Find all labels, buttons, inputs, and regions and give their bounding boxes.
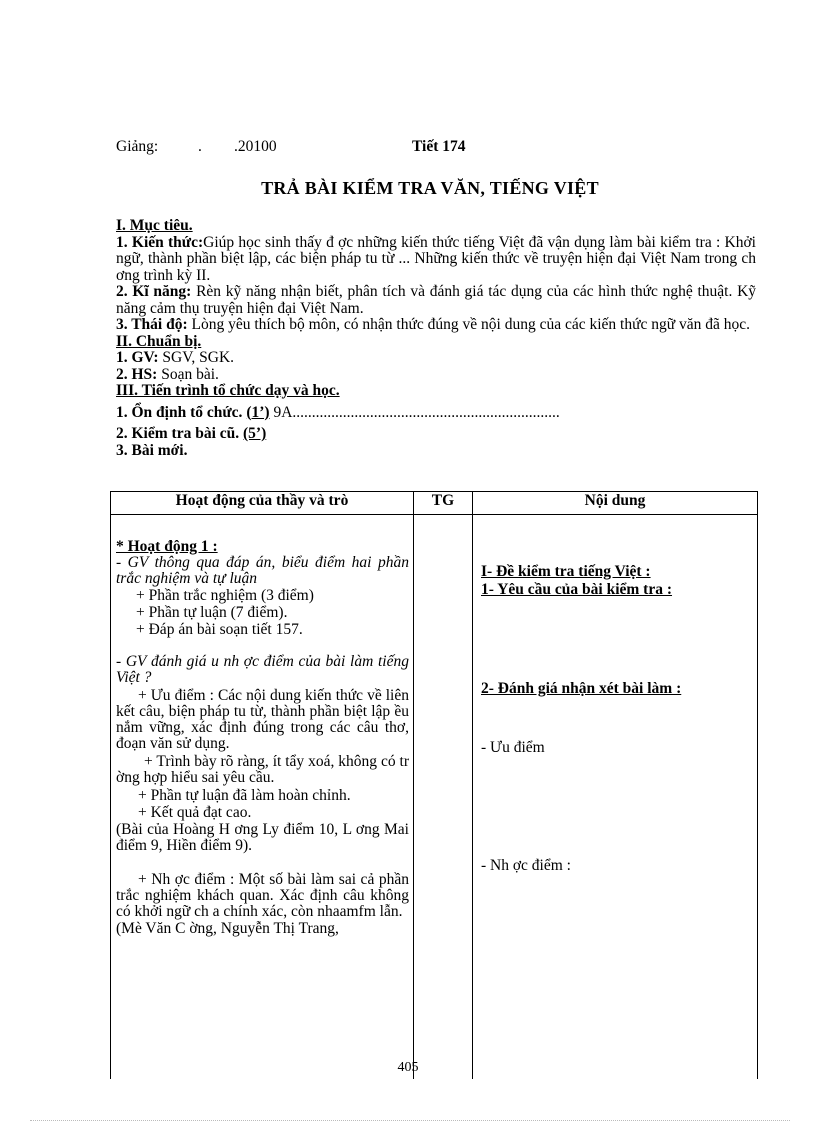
advantage-4: + Kết quả đạt cao. [138,804,252,821]
time-cell [414,515,473,1080]
hs-label: 2. HS: [116,365,158,383]
page-title: TRẢ BÀI KIỂM TRA VĂN, TIẾNG VIỆT [261,178,599,198]
content-heading-3: 2- Đánh giá nhận xét bài làm : [481,680,682,697]
gv-step-1: - GV thông qua đáp án, biểu điểm hai phần trắc nghiệm và tự luận [116,554,409,587]
bottom-divider [30,1120,790,1121]
date-value: .20100 [234,138,277,155]
item2-time: (5’) [243,425,267,442]
content-disadvantage: - Nh ợc điểm : [481,857,571,874]
item2-label: 2. Kiểm tra bài cũ. [116,425,240,442]
section1-heading: I. Mục tiêu. [116,217,193,234]
item3-label: 3. Bài mới. [116,441,188,459]
item1-time: (1’) [246,403,270,421]
skill-text: Rèn kỹ năng nhận biết, phân tích và đánh giá tác dụng của các hình thức nghệ thuật. Kỹ năng cảm thụ truyện hiện đại Việt Nam. [116,283,757,317]
content-cell [473,515,758,1080]
advantage-5: (Bài của Hoàng H ơng Ly điểm 10, L ơng Mai điểm 9, Hiền điểm 9). [116,821,409,854]
attitude-label: 3. Thái độ: [116,316,188,333]
gv-step-2: - GV đánh giá u nh ợc điểm của bài làm tiếng Việt ? [116,653,409,686]
disadvantage-1: + Nh ợc điểm : Một số bài làm sai cả phần trắc nghiệm khách quan. Xác định câu không có khởi ngữ ch a chính xác, còn nhaamfm lẫn. [116,871,409,920]
part-essay: + Phần tự luận (7 điểm). [136,604,288,621]
lesson-number: Tiết 174 [412,138,466,155]
section3-heading: III. Tiến trình tổ chức dạy và học. [116,382,340,399]
activity-heading: * Hoạt động 1 : [116,538,218,555]
table-header-activity: Hoạt động của thầy và trò [111,492,414,515]
content-heading-2: 1- Yêu cầu của bài kiểm tra : [481,581,673,598]
part-answer-key: + Đáp án bài soạn tiết 157. [136,621,303,638]
activity-cell [111,515,414,1080]
knowledge-label: 1. Kiến thức: [116,233,204,251]
table-header-time: TG [414,492,473,515]
gv-text: SGV, SGK. [162,349,235,366]
header-row [116,138,756,156]
section-objectives [116,218,756,459]
advantage-2: + Trình bày rõ ràng, ít tẩy xoá, không có tr ờng hợp hiểu sai yêu cầu. [116,753,409,786]
knowledge-text: Giúp học sinh thấy đ ợc những kiến thức tiếng Việt đã vận dụng làm bài kiểm tra : Khởi ngữ, thành phần biệt lập, các biện pháp tu từ ... Những kiến thức về truyện hiện đại Việt Nam trong ch ơng trình kỳ II. [116,233,756,284]
content-heading-1: I- Đề kiểm tra tiếng Việt : [481,563,651,580]
skill-label: 2. Kĩ năng: [116,283,192,300]
gv-label: 1. GV: [116,349,159,366]
table-header-content: Nội dung [473,492,758,515]
advantage-1: + Ưu điểm : Các nội dung kiến thức về liên kết câu, biện pháp tu từ, thành phần biệt lập ều nắm vững, xác định đúng trong các câu thơ, đoạn văn sử dụng. [116,687,409,752]
item1-class: 9A..................................................................... [273,403,560,421]
hs-text: Soạn bài. [161,365,219,383]
content-advantage: - Ưu điểm [481,739,545,756]
lesson-table [110,491,758,1079]
item1-label: 1. Ổn định tổ chức. [116,403,243,421]
date-label: Giảng: [116,138,159,155]
date-dot: . [198,138,202,155]
disadvantage-2: (Mè Văn C ờng, Nguyễn Thị Trang, [116,920,339,937]
section2-heading: II. Chuẩn bị. [116,332,202,350]
page-number: 405 [397,1060,419,1075]
part-multiple-choice: + Phần trắc nghiệm (3 điểm) [136,587,314,604]
attitude-text: Lòng yêu thích bộ môn, có nhận thức đúng về nội dung của các kiến thức ngữ văn đã học. [191,316,751,333]
advantage-3: + Phần tự luận đã làm hoàn chỉnh. [138,787,351,804]
